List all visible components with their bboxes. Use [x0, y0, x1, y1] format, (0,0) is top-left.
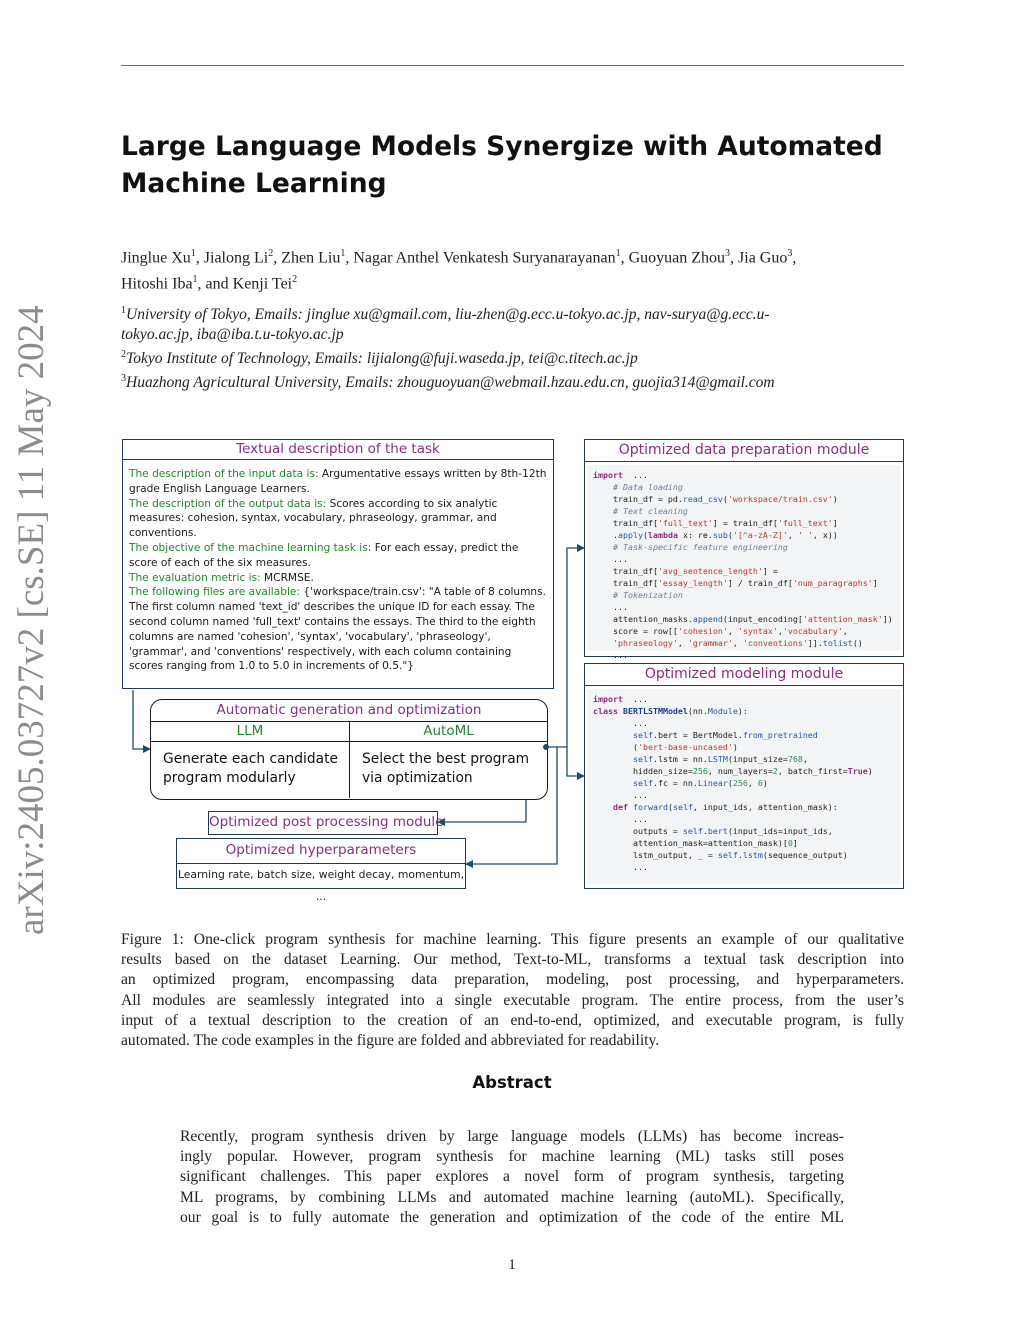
task-item-key: The description of the output data is:: [129, 497, 327, 510]
affiliation-mark: 1: [340, 248, 346, 259]
code-token: [593, 754, 633, 764]
code-token: 'vocabulary': [782, 626, 843, 636]
abstract-heading: Abstract: [472, 1073, 552, 1092]
code-token: [593, 778, 633, 788]
code-token: lstm: [742, 850, 763, 860]
code-token: ] = train_df[: [712, 518, 778, 528]
affiliation-2: $^2$Tokyo Institute of Technology, Emails: lijialong@fuji.waseda.jp, tei@c.titech.ac.jp: [121, 349, 638, 368]
task-description-box: [122, 439, 554, 689]
code-line: [593, 693, 895, 705]
code-token: ]): [882, 614, 893, 624]
code-line: [593, 849, 895, 861]
code-token: attention_masks.: [593, 614, 693, 624]
code-line: [593, 493, 895, 505]
code-token: ...: [593, 554, 628, 564]
code-line: [593, 649, 895, 661]
abstract-line: significant challenges. This paper explores a novel form of program synthesis, targeting: [180, 1168, 844, 1186]
code-line: [593, 753, 895, 765]
task-item-key: The following files are available:: [129, 586, 300, 599]
code-token: forward: [632, 802, 668, 812]
auto-box-title: Automatic generation and optimization: [151, 700, 547, 722]
caption-line: automated. The code examples in the figure are folded and abbreviated for readability.: [121, 1032, 660, 1050]
code-token: (input_encoding[: [722, 614, 803, 624]
caption-line: Figure 1: One-click program synthesis for machine learning. This figure presents an example of our qualitative: [121, 931, 904, 948]
code-token: ,: [747, 778, 758, 788]
data-preparation-title: Optimized data preparation module: [585, 440, 903, 462]
code-line: [593, 777, 895, 789]
code-token: '[^a-zA-Z]': [732, 530, 788, 540]
code-token: ...: [593, 814, 648, 824]
code-token: ' ': [797, 530, 813, 540]
arrow-auto-to-post: [438, 800, 526, 822]
task-item-value: Argumentative essays written by 8th-12th grade English Language Learners.: [129, 468, 547, 495]
task-item-key: The objective of the machine learning task is:: [129, 541, 372, 554]
code-token: lstm_output, _ =: [593, 850, 718, 860]
paper-title: Large Language Models Synergize with Automated Machine Learning: [121, 131, 883, 199]
code-token: x: re.: [677, 530, 713, 540]
code-token: ...: [622, 470, 648, 480]
code-token: 'avg_sentence_length': [657, 566, 763, 576]
code-line: [593, 789, 895, 801]
code-token: attention_mask=attention_mask)[: [593, 838, 788, 848]
data-preparation-code: [588, 465, 900, 660]
automl-description: Select the best program via optimization: [362, 751, 530, 786]
page-number: 1: [508, 1257, 516, 1273]
code-token: import: [593, 470, 623, 480]
code-token: 'attention_mask': [802, 614, 883, 624]
caption-line: input of a textual description to the creation of an end-to-end, optimized, and executable program, is fully: [121, 1011, 904, 1029]
affiliation-1-cont: tokyo.ac.jp, iba@iba.t.u-tokyo.ac.jp: [121, 326, 344, 344]
code-token: import: [593, 694, 623, 704]
code-token: [593, 638, 613, 648]
author-name: , Nagar Anthel Venkatesh Suryanarayanan: [345, 249, 616, 267]
code-token: True: [847, 766, 868, 776]
code-token: 768: [787, 754, 803, 764]
code-line: [593, 729, 895, 741]
llm-column: [151, 722, 349, 798]
code-token: [593, 590, 613, 600]
affiliation-mark: 2: [292, 274, 298, 286]
code-token: ...: [593, 790, 648, 800]
task-item-value: MCRMSE.: [260, 571, 314, 584]
code-token: ): [762, 778, 768, 788]
arxiv-stamp: arXiv:2405.03727v2 [cs.SE] 11 May 2024: [11, 305, 52, 935]
code-token: (: [727, 530, 733, 540]
author-name: , Zhen Liu: [273, 249, 341, 267]
code-token: ,: [677, 638, 688, 648]
code-line: [593, 625, 895, 637]
code-token: ]: [832, 518, 838, 528]
code-line: [593, 541, 895, 553]
code-token: ...: [593, 862, 648, 872]
task-item: [129, 467, 547, 497]
code-token: train_df[: [593, 518, 658, 528]
code-token: ...: [593, 718, 648, 728]
affiliations: [121, 301, 911, 393]
llm-heading: LLM: [151, 722, 349, 742]
author-line-1: [121, 243, 911, 269]
code-token: (nn.: [687, 706, 708, 716]
code-line: [593, 577, 895, 589]
code-token: ): [832, 494, 838, 504]
code-token: 'full_text': [777, 518, 833, 528]
author-name: ,: [792, 249, 797, 267]
code-token: 'grammar': [687, 638, 733, 648]
code-token: [593, 730, 633, 740]
author-name: , and Kenji Tei: [197, 275, 293, 293]
author-name: Jinglue Xu: [121, 249, 191, 267]
code-token: score = row[[: [593, 626, 678, 636]
caption-line: results based on the dataset Learning. Our method, Text-to-ML, transforms a textual task description into: [121, 951, 904, 969]
code-token: 'workspace/train.csv': [727, 494, 833, 504]
code-token: (: [667, 802, 673, 812]
code-token: append: [692, 614, 723, 624]
code-token: class: [593, 706, 618, 716]
data-preparation-box: [584, 439, 904, 660]
code-token: , num_layers=: [707, 766, 773, 776]
code-token: from_pretrained: [742, 730, 818, 740]
code-line: [593, 717, 895, 729]
code-token: (: [727, 778, 733, 788]
code-line: [593, 813, 895, 825]
code-token: ]].: [807, 638, 823, 648]
code-token: self: [682, 826, 703, 836]
code-token: self: [632, 754, 653, 764]
code-token: ,: [787, 530, 798, 540]
code-token: .bert = BertModel.: [652, 730, 743, 740]
modeling-title: Optimized modeling module: [585, 664, 903, 686]
hyperparameters-list: Learning rate, batch size, weight decay, momentum, ...: [177, 868, 465, 903]
author-name: , Guoyuan Zhou: [620, 249, 726, 267]
code-token: 6: [757, 778, 763, 788]
code-token: [593, 506, 613, 516]
code-token: 'conventions': [742, 638, 808, 648]
code-token: , input_ids, attention_mask):: [692, 802, 838, 812]
code-token: ] =: [762, 566, 778, 576]
code-line: [593, 589, 895, 601]
code-token: [593, 482, 613, 492]
task-item-value: Scores according to six analytic measures: cohesion, syntax, vocabulary, phraseology, grammar, and conventions.: [129, 497, 498, 540]
figure-caption: [121, 930, 904, 1051]
code-token: (sequence_output): [762, 850, 848, 860]
code-token: self: [632, 778, 653, 788]
code-token: (input_size=: [727, 754, 788, 764]
code-token: apply: [617, 530, 643, 540]
code-line: [593, 637, 895, 649]
code-token: .lstm = nn.: [652, 754, 708, 764]
code-token: ,: [842, 626, 848, 636]
code-line: [593, 517, 895, 529]
code-token: 'full_text': [657, 518, 713, 528]
automl-heading: AutoML: [350, 722, 547, 742]
abstract-line: Recently, program synthesis driven by large language models (LLMs) has become increas-: [180, 1128, 844, 1145]
code-token: # Task-specific feature engineering: [612, 542, 788, 552]
code-line: [593, 741, 895, 753]
code-token: ): [732, 742, 738, 752]
hyperparameters-box: [176, 838, 466, 903]
code-token: ,: [727, 626, 738, 636]
code-token: self: [632, 730, 653, 740]
code-token: train_df[: [593, 578, 658, 588]
code-token: (: [642, 530, 648, 540]
code-token: (: [593, 742, 638, 752]
code-token: train_df[: [593, 566, 658, 576]
code-line: [593, 861, 895, 873]
author-name: Hitoshi Iba: [121, 275, 193, 293]
code-token: .: [702, 826, 708, 836]
author-name: , Jia Guo: [730, 249, 788, 267]
task-item: [129, 571, 547, 586]
author-name: , Jialong Li: [195, 249, 269, 267]
code-token: ]: [872, 578, 878, 588]
code-token: ...: [593, 650, 628, 660]
code-line: [593, 529, 895, 541]
code-token: ,: [777, 626, 783, 636]
code-token: Linear: [697, 778, 728, 788]
code-token: ,: [732, 638, 743, 648]
code-token: train_df = pd.: [593, 494, 683, 504]
code-token: (: [722, 494, 728, 504]
code-token: 256: [732, 778, 748, 788]
code-token: # Data loading: [612, 482, 683, 492]
code-line: [593, 613, 895, 625]
task-box-title: Textual description of the task: [123, 440, 553, 460]
arrow-auto-to-model: [567, 747, 584, 776]
abstract-line: ML programs, by combining LLMs and automated machine learning (autoML). Specifically,: [180, 1188, 844, 1206]
code-token: 'essay_length': [657, 578, 728, 588]
author-line-2: [121, 269, 911, 295]
code-token: 2: [772, 766, 778, 776]
task-item-key: The evaluation metric is:: [129, 571, 261, 584]
post-processing-box: [208, 811, 444, 835]
author-list: [121, 243, 911, 296]
task-item-key: The description of the input data is:: [129, 468, 319, 480]
affiliation-mark: 1: [192, 274, 198, 286]
code-token: def: [612, 802, 628, 812]
code-token: , batch_first=: [777, 766, 848, 776]
auto-generation-box: [150, 699, 548, 800]
code-line: [593, 469, 895, 481]
code-token: ]: [792, 838, 798, 848]
affiliation-3: $^3$Huazhong Agricultural University, Emails: zhouguoyuan@webmail.hzau.edu.cn, guojia314@gmail.com: [121, 373, 775, 392]
code-token: 'phraseology': [612, 638, 678, 648]
caption-line: an optimized program, encompassing data preparation, modeling, post processing, and hyperparameters.: [121, 971, 904, 989]
post-processing-title: Optimized post processing module: [209, 814, 444, 830]
code-line: [593, 765, 895, 777]
code-line: [593, 705, 895, 717]
abstract-line: ingly popular. However, program synthesis for machine learning (ML) tasks still poses: [180, 1148, 844, 1166]
arrow-task-to-auto: [133, 690, 150, 749]
code-line: [593, 801, 895, 813]
code-token: ...: [622, 694, 648, 704]
hyperparameters-title: Optimized hyperparameters: [177, 839, 465, 864]
code-token: 'num_paragraphs': [792, 578, 873, 588]
abstract-line: our goal is to fully automate the generation and optimization of the code of the entire ML: [180, 1208, 844, 1226]
code-token: BERTLSTMModel: [622, 706, 688, 716]
code-line: [593, 601, 895, 613]
code-token: Module: [707, 706, 738, 716]
affiliation-mark: 1: [615, 248, 621, 259]
top-rule: [121, 65, 904, 66]
code-token: self: [672, 802, 693, 812]
code-token: # Text cleaning: [612, 506, 688, 516]
modeling-code: [588, 689, 900, 884]
code-token: bert: [707, 826, 728, 836]
code-token: 256: [692, 766, 708, 776]
affiliation-mark: 2: [268, 248, 274, 259]
code-token: 'cohesion': [677, 626, 728, 636]
code-line: [593, 837, 895, 849]
caption-line: All modules are seamlessly integrated into a single executable program. The entire process, from the user’s: [121, 991, 904, 1009]
code-token: 'syntax': [737, 626, 778, 636]
code-line: [593, 505, 895, 517]
code-line: [593, 481, 895, 493]
code-token: outputs =: [593, 826, 683, 836]
affiliation-mark: 1: [190, 248, 196, 259]
code-token: [593, 542, 613, 552]
code-token: .fc = nn.: [652, 778, 698, 788]
automl-column: [349, 722, 547, 798]
code-token: ] / train_df[: [727, 578, 793, 588]
code-token: ):: [737, 706, 748, 716]
code-token: hidden_size=: [593, 766, 693, 776]
affiliation-1: $^1$University of Tokyo, Emails: jinglue xu@gmail.com, liu-zhen@g.ecc.u-tokyo.ac.jp, nav-surya@g.ecc.u-: [121, 305, 770, 324]
code-token: # Tokenization: [612, 590, 683, 600]
code-token: (): [852, 638, 863, 648]
modeling-box: [584, 663, 904, 889]
task-item-value: For each essay, predict the score of each of the six measures.: [129, 541, 519, 569]
code-token: ): [867, 766, 873, 776]
code-token: [593, 802, 613, 812]
task-item: [129, 497, 547, 541]
code-token: (input_ids=input_ids,: [727, 826, 833, 836]
code-token: , x)): [812, 530, 838, 540]
task-item: [129, 585, 547, 674]
task-item: [129, 541, 547, 571]
task-item-value: {'workspace/train.csv': "A table of 8 columns. The first column named 'text_id' describes the unique ID for each essay. The second column named 'full_text' contains the essays. The third to the eighth columns are named 'cohesion', 'syntax', 'vocabulary', 'phraseology', 'grammar', and 'conventions' respectively, with each column containing scores ranging from 1.0 to 5.0 in increments of 0.5."}: [129, 586, 547, 673]
code-token: lambda: [647, 530, 678, 540]
task-description-body: [123, 460, 553, 674]
code-token: 0: [787, 838, 793, 848]
code-token: 'bert-base-uncased': [637, 742, 733, 752]
code-token: sub: [712, 530, 728, 540]
code-token: tolist: [822, 638, 853, 648]
code-token: .: [737, 850, 743, 860]
code-line: [593, 565, 895, 577]
code-token: .: [593, 530, 618, 540]
code-token: ,: [802, 754, 808, 764]
code-line: [593, 825, 895, 837]
code-token: LSTM: [707, 754, 728, 764]
code-token: self: [717, 850, 738, 860]
code-line: [593, 553, 895, 565]
code-token: read_csv: [682, 494, 723, 504]
affiliation-mark: 3: [725, 248, 731, 259]
code-token: ...: [593, 602, 628, 612]
llm-description: Generate each candidate program modularly: [163, 751, 338, 786]
abstract-text: [180, 1127, 844, 1228]
affiliation-mark: 3: [787, 248, 793, 259]
